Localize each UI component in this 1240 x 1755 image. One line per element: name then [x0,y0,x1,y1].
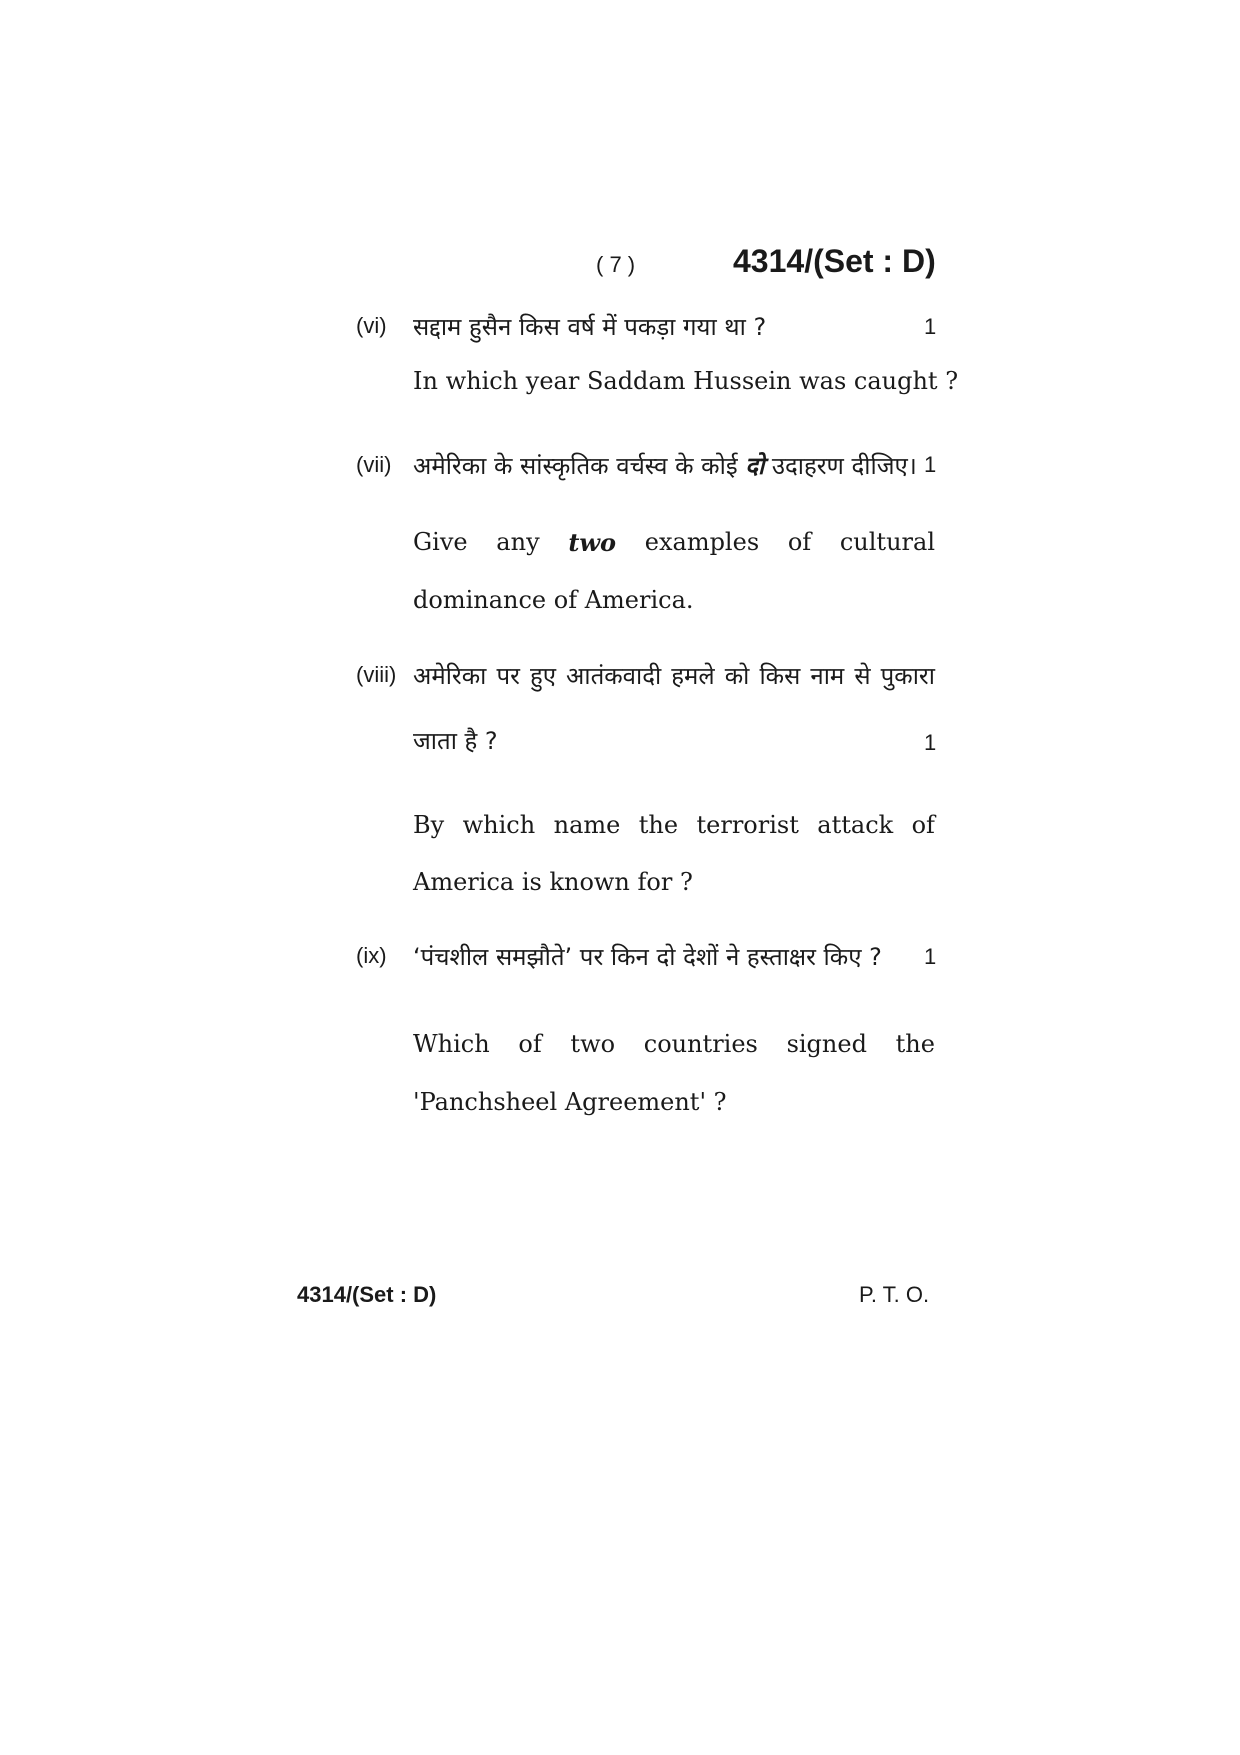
word: अमेरिका [413,662,487,690]
question-vii-hindi [413,449,917,482]
word: attack [817,811,894,839]
word: से [854,662,871,690]
word: terrorist [696,811,799,839]
word: two [570,1030,616,1058]
question-vii-english-line1 [413,528,935,557]
question-ix-english-line1 [413,1030,935,1058]
word: the [638,811,679,839]
question-vii-hindi-after: उदाहरण दीजिए। [771,452,917,480]
word: of [518,1030,542,1058]
paper-code-header: 4314/(Set : D) [733,243,936,279]
word: which [462,811,536,839]
pto-label: P. T. O. [859,1282,930,1307]
question-vii-hindi-emphasis: दो [745,452,765,480]
word: of [787,528,812,556]
question-ix-english-line2: 'Panchsheel Agreement' ? [413,1088,727,1116]
page-number: ( 7 ) [596,252,636,277]
question-viii-english-line1 [413,811,935,839]
question-vi-hindi: सद्दाम हुसैन किस वर्ष में पकड़ा गया था ? [413,313,767,341]
word: By [413,811,445,839]
word-emphasis: two [568,528,617,557]
word: हमले [671,662,715,690]
word: examples [644,528,760,556]
question-vii-english-line2: dominance of America. [413,586,694,614]
word: any [496,528,540,556]
question-vii-hindi-before: अमेरिका के सांस्कृतिक वर्चस्व के कोई [413,452,738,480]
question-ix-marks: 1 [924,944,937,969]
word: नाम [810,662,845,690]
word: पर [496,662,520,690]
question-vi-english: In which year Saddam Hussein was caught ? [413,367,959,395]
word: को [724,662,750,690]
word: आतंकवादी [566,662,662,690]
word: Give [413,528,468,556]
word: countries [643,1030,758,1058]
word: किस [759,662,801,690]
word: पुकारा [880,662,935,690]
word: name [553,811,621,839]
question-label-viii: (viii) [356,662,397,687]
paper-code-footer: 4314/(Set : D) [297,1282,437,1307]
question-vii-marks: 1 [924,452,937,477]
question-viii-hindi-line1 [413,659,935,692]
question-viii-english-line2: America is known for ? [413,868,693,896]
word: हुए [529,662,556,690]
question-vi-marks: 1 [924,314,937,339]
word: cultural [839,528,935,556]
question-viii-marks: 1 [924,730,937,755]
word: Which [413,1030,490,1058]
question-label-vii: (vii) [356,452,392,477]
question-ix-hindi: ‘पंचशील समझौते’ पर किन दो देशों ने हस्ताक्षर किए ? [413,943,882,971]
question-label-ix: (ix) [356,943,387,968]
word: of [911,811,935,839]
question-viii-hindi-line2: जाता है ? [413,727,498,755]
word: the [895,1030,935,1058]
word: signed [786,1030,867,1058]
question-label-vi: (vi) [356,313,387,338]
